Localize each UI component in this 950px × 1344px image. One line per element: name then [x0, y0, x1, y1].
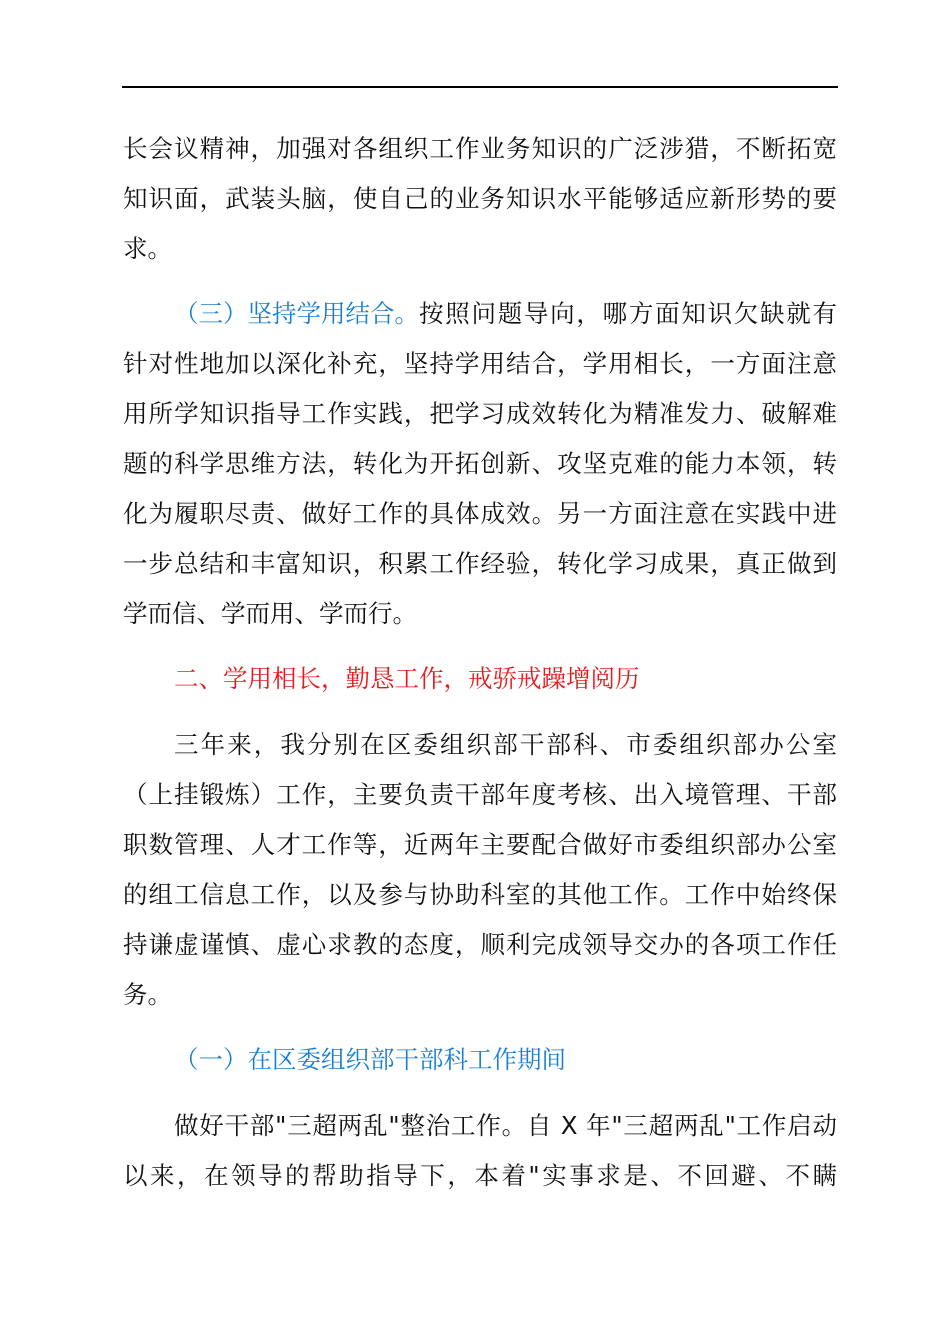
text-line: 职数管理、人才工作等，近两年主要配合做好市委组织部办公室 — [123, 830, 837, 859]
text-line: （上挂锻炼）工作，主要负责干部年度考核、出入境管理、干部 — [123, 780, 837, 809]
text-line: 长会议精神，加强对各组织工作业务知识的广泛涉猎，不断拓宽 — [123, 134, 837, 163]
text-line: 一步总结和丰富知识，积累工作经验，转化学习成果，真正做到 — [123, 549, 837, 578]
text-line: 按照问题导向，哪方面知识欠缺就有 — [419, 299, 837, 328]
text-line: 化为履职尽责、做好工作的具体成效。另一方面注意在实践中进 — [123, 499, 837, 528]
text-line: 以来，在领导的帮助指导下，本着"实事求是、不回避、不瞒 — [123, 1161, 837, 1190]
text-line: 针对性地加以深化补充，坚持学用结合，学用相长，一方面注意 — [123, 349, 837, 378]
section-heading-2: 二、学用相长，勤恳工作，戒骄戒躁增阅历 — [174, 664, 640, 693]
text-line: 用所学知识指导工作实践，把学习成效转化为精准发力、破解难 — [123, 399, 837, 428]
text-line: 学而信、学而用、学而行。 — [123, 599, 417, 628]
text-line: 做好干部"三超两乱"整治工作。自 X 年"三超两乱"工作启动 — [174, 1111, 837, 1140]
text-line: 求。 — [123, 234, 172, 263]
text-line: 务。 — [123, 980, 172, 1009]
subheading-1: （一）在区委组织部干部科工作期间 — [174, 1045, 566, 1074]
header-rule — [122, 86, 838, 88]
paragraph-first-line — [174, 299, 837, 329]
text-line: 持谦虚谨慎、虚心求教的态度，顺利完成领导交办的各项工作任 — [123, 930, 837, 959]
text-line: 题的科学思维方法，转化为开拓创新、攻坚克难的能力本领，转 — [123, 449, 837, 478]
text-line: 三年来，我分别在区委组织部干部科、市委组织部办公室 — [174, 730, 837, 759]
text-line: 知识面，武装头脑，使自己的业务知识水平能够适应新形势的要 — [123, 184, 837, 213]
subheading-3: （三）坚持学用结合。 — [174, 299, 419, 328]
text-line: 的组工信息工作，以及参与协助科室的其他工作。工作中始终保 — [123, 880, 837, 909]
